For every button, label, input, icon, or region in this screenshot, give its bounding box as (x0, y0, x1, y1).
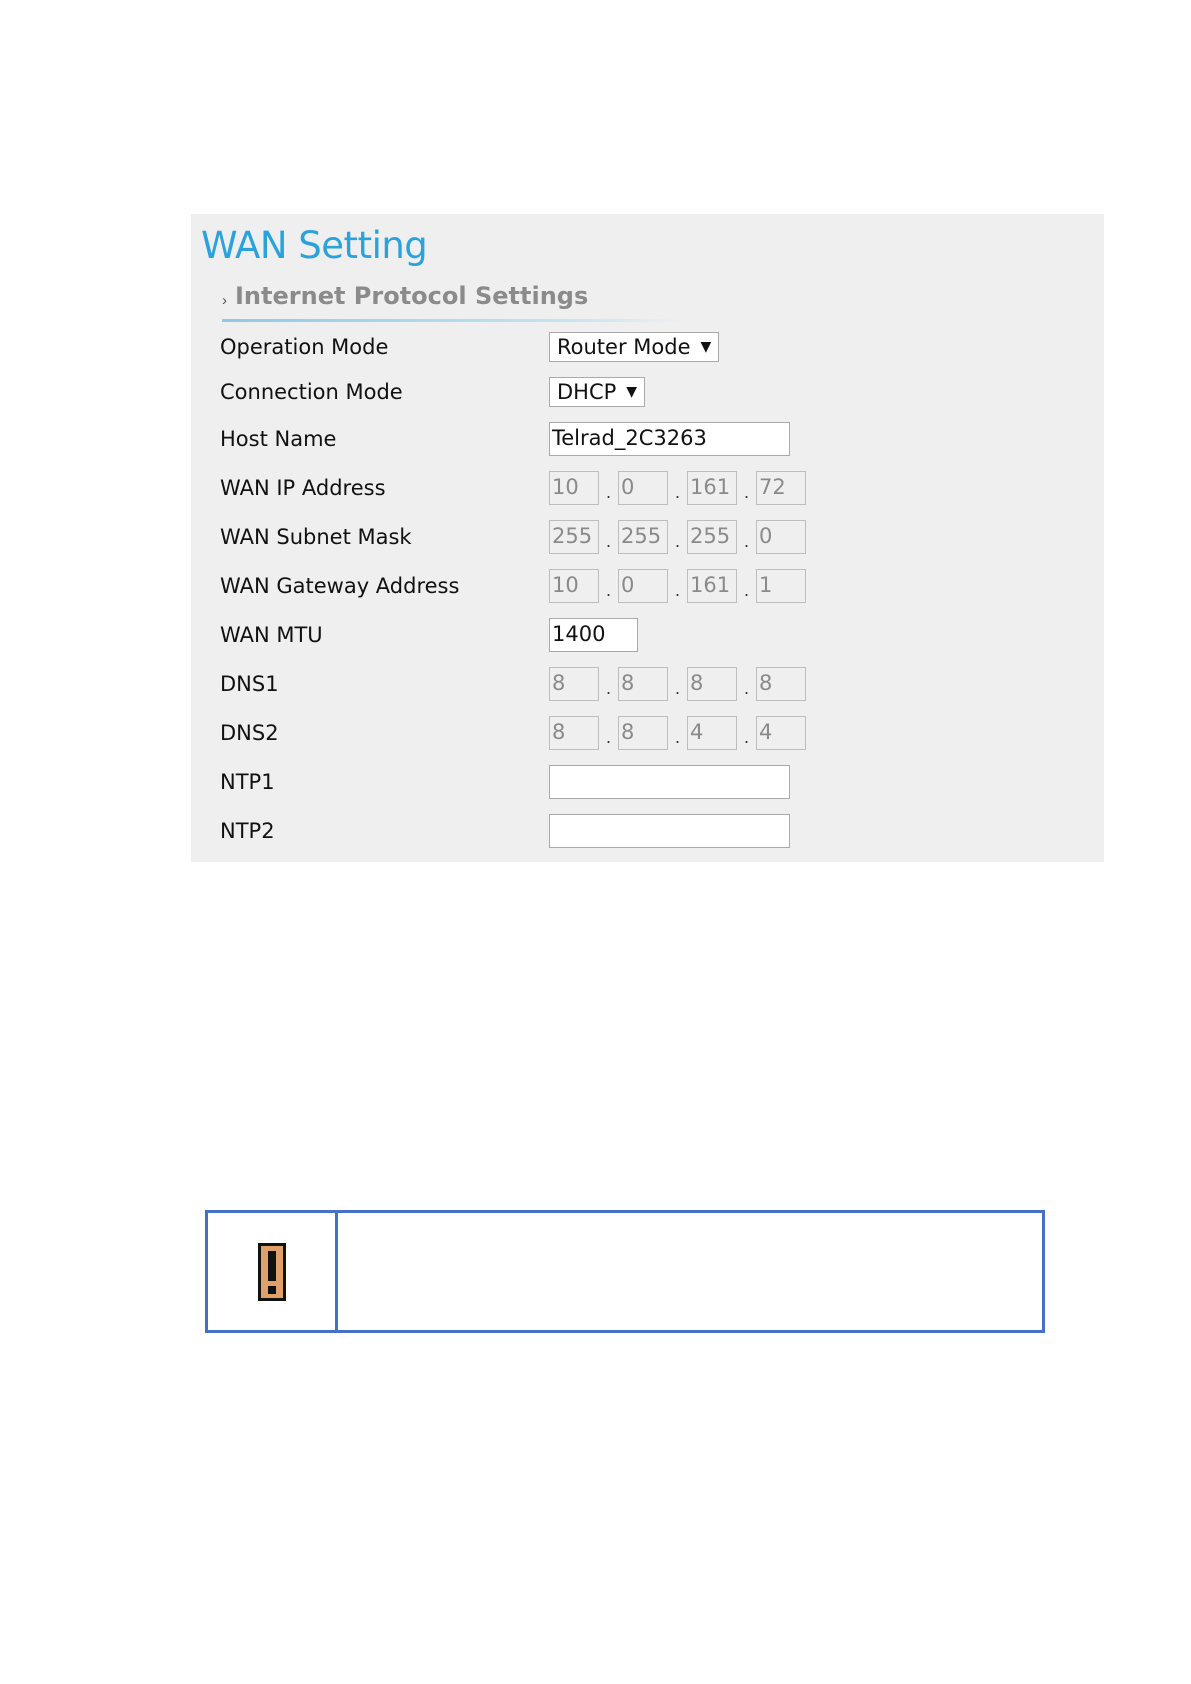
dns2-octet-3: 4 (687, 716, 737, 750)
dns1-octet-1: 8 (549, 667, 599, 701)
dropdown-arrow-icon: ▼ (700, 339, 712, 355)
wan-subnet-octet-2: 255 (618, 520, 668, 554)
ip-separator: . (743, 678, 749, 698)
wan-mtu-input[interactable]: 1400 (549, 618, 638, 652)
row-ntp2 (191, 814, 1104, 848)
wan-subnet-octet-3: 255 (687, 520, 737, 554)
ip-separator: . (674, 580, 680, 600)
host-name-input[interactable]: Telrad_2C3263 (549, 422, 790, 456)
page-title: WAN Setting (201, 224, 428, 267)
wan-ip-label: WAN IP Address (220, 476, 386, 500)
dns1-octet-2: 8 (618, 667, 668, 701)
wan-mtu-label: WAN MTU (220, 623, 323, 647)
wan-gateway-octet-1: 10 (549, 569, 599, 603)
wan-gateway-octet-4: 1 (756, 569, 806, 603)
wan-ip-octet-3: 161 (687, 471, 737, 505)
wan-gateway-octet-2: 0 (618, 569, 668, 603)
row-connection-mode (191, 375, 1104, 409)
ntp1-label: NTP1 (220, 770, 275, 794)
dns2-label: DNS2 (220, 721, 279, 745)
wan-subnet-label: WAN Subnet Mask (220, 525, 412, 549)
dns2-octet-1: 8 (549, 716, 599, 750)
chevron-right-icon: › (222, 292, 227, 309)
operation-mode-value: Router Mode (557, 335, 691, 359)
row-operation-mode (191, 330, 1104, 364)
note-icon-cell (208, 1213, 338, 1330)
row-dns1 (191, 667, 1104, 701)
ip-separator: . (743, 482, 749, 502)
row-wan-mtu (191, 618, 1104, 652)
ip-separator: . (674, 531, 680, 551)
dns1-label: DNS1 (220, 672, 279, 696)
ip-separator: . (605, 580, 611, 600)
ip-separator: . (605, 531, 611, 551)
ip-separator: . (743, 727, 749, 747)
connection-mode-label: Connection Mode (220, 380, 403, 404)
dns1-octet-4: 8 (756, 667, 806, 701)
wan-setting-panel (191, 214, 1104, 862)
wan-ip-octet-2: 0 (618, 471, 668, 505)
row-wan-subnet (191, 520, 1104, 554)
row-wan-gateway (191, 569, 1104, 603)
wan-subnet-octet-4: 0 (756, 520, 806, 554)
dns1-octet-3: 8 (687, 667, 737, 701)
ntp2-input[interactable] (549, 814, 790, 848)
wan-gateway-octet-3: 161 (687, 569, 737, 603)
dropdown-arrow-icon: ▼ (626, 384, 638, 400)
wan-subnet-octet-1: 255 (549, 520, 599, 554)
row-host-name (191, 422, 1104, 456)
ip-separator: . (674, 482, 680, 502)
row-dns2 (191, 716, 1104, 750)
operation-mode-label: Operation Mode (220, 335, 389, 359)
ip-separator: . (743, 580, 749, 600)
note-text (338, 1213, 1042, 1330)
ip-separator: . (605, 678, 611, 698)
row-wan-ip (191, 471, 1104, 505)
ntp1-input[interactable] (549, 765, 790, 799)
note-box (205, 1210, 1045, 1333)
ip-separator: . (605, 727, 611, 747)
section-header (222, 280, 588, 310)
section-divider (222, 319, 684, 322)
wan-gateway-label: WAN Gateway Address (220, 574, 460, 598)
row-ntp1 (191, 765, 1104, 799)
dns2-octet-2: 8 (618, 716, 668, 750)
dns2-octet-4: 4 (756, 716, 806, 750)
connection-mode-value: DHCP (557, 380, 617, 404)
ip-separator: . (605, 482, 611, 502)
ip-separator: . (674, 727, 680, 747)
host-name-label: Host Name (220, 427, 337, 451)
operation-mode-select[interactable] (549, 332, 719, 362)
wan-ip-octet-4: 72 (756, 471, 806, 505)
ip-separator: . (743, 531, 749, 551)
wan-ip-octet-1: 10 (549, 471, 599, 505)
ip-separator: . (674, 678, 680, 698)
section-title: Internet Protocol Settings (235, 282, 589, 310)
connection-mode-select[interactable] (549, 377, 645, 407)
warning-exclamation-icon (258, 1243, 286, 1301)
ntp2-label: NTP2 (220, 819, 275, 843)
